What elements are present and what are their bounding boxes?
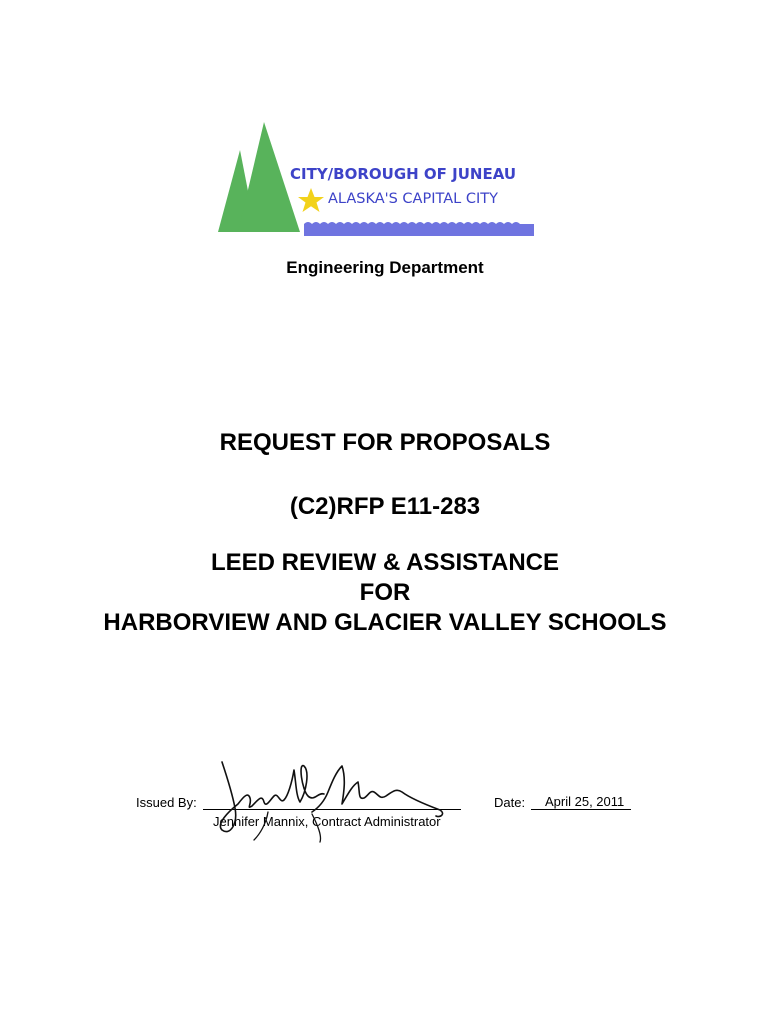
city-logo bbox=[218, 122, 538, 240]
signature-flourish bbox=[254, 812, 321, 842]
logo-graphic bbox=[218, 122, 538, 240]
logo-line-2: ALASKA'S CAPITAL CITY bbox=[328, 191, 498, 207]
date-label: Date: bbox=[494, 795, 526, 810]
rfp-number-heading: (C2)RFP E11-283 bbox=[289, 493, 481, 520]
project-title-line: HARBORVIEW AND GLACIER VALLEY SCHOOLS bbox=[103, 609, 667, 636]
issued-by-label: Issued By: bbox=[136, 795, 197, 810]
project-title bbox=[0, 548, 770, 638]
issuer-name: Jennifer Mannix, Contract Administrator bbox=[213, 814, 441, 829]
star-icon bbox=[298, 188, 324, 212]
project-title-line: FOR bbox=[359, 579, 411, 606]
signature-image bbox=[208, 752, 460, 844]
signature-stroke bbox=[220, 762, 442, 832]
water-wave-icon bbox=[304, 222, 534, 236]
document-type-heading: REQUEST FOR PROPOSALS bbox=[219, 429, 551, 456]
department-label: Engineering Department bbox=[286, 258, 484, 277]
project-title-line: LEED REVIEW & ASSISTANCE bbox=[210, 549, 560, 576]
issue-date: April 25, 2011 bbox=[531, 795, 631, 810]
logo-line-1: CITY/BOROUGH OF JUNEAU bbox=[290, 165, 517, 183]
